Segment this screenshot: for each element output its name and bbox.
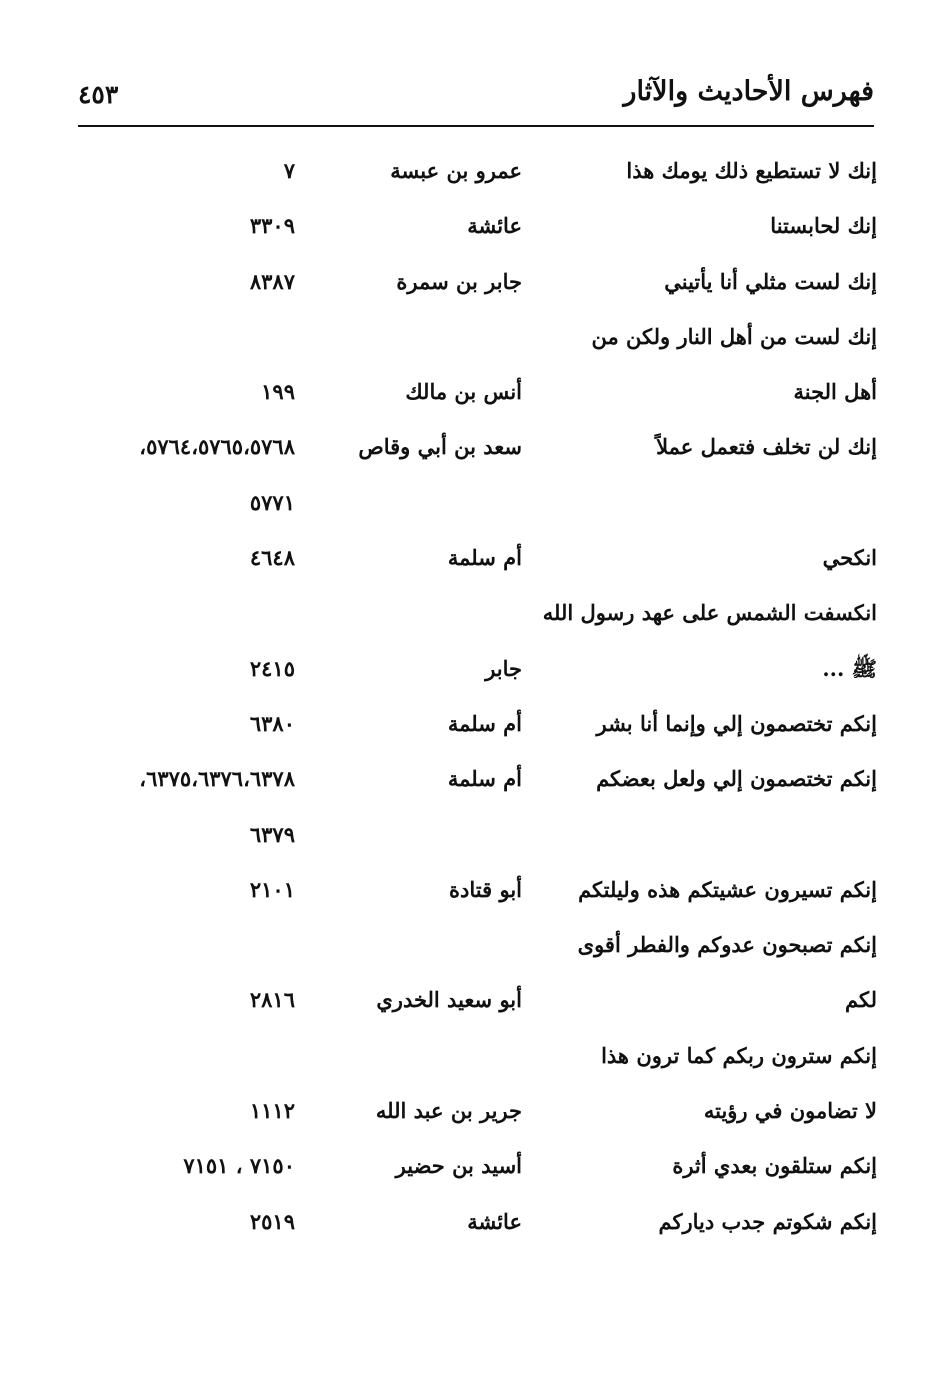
hadith-numbers: ٨٣٨٧ [249, 268, 295, 294]
page-header [78, 70, 874, 128]
index-row [0, 648, 932, 703]
hadith-numbers: ٦٣٧٥،٦٣٧٦،٦٣٧٨، [139, 766, 295, 792]
hadith-text: إنكم تختصمون إلي ولعل بعضكم [596, 766, 877, 792]
narrator-name: أنس بن مالك [405, 379, 522, 405]
hadith-text: أهل الجنة [793, 379, 877, 405]
narrator-name: جرير بن عبد الله [375, 1098, 522, 1124]
hadith-numbers: ٣٣٠٩ [249, 213, 295, 239]
hadith-numbers: ٦٣٧٩ [249, 821, 295, 847]
index-row [0, 205, 932, 260]
index-row [0, 482, 932, 537]
hadith-index-list [0, 150, 932, 1256]
hadith-numbers: ٧١٥٠ ، ٧١٥١ [183, 1153, 295, 1179]
hadith-numbers: ١٩٩ [261, 379, 295, 405]
hadith-numbers: ٥٧٧١ [249, 489, 295, 515]
hadith-text: إنك لا تستطيع ذلك يومك هذا [626, 158, 877, 183]
index-row [0, 150, 932, 205]
narrator-name: أسيد بن حضير [395, 1153, 522, 1179]
hadith-text: إنكم تصبحون عدوكم والفطر أقوى [577, 932, 877, 958]
index-row [0, 537, 932, 592]
page-number: ٤٥٣ [78, 80, 119, 109]
page-title: فهرس الأحاديث والآثار [623, 76, 874, 107]
hadith-numbers: ٦٣٨٠ [249, 710, 295, 736]
narrator-name: أم سلمة [447, 766, 522, 792]
hadith-text: إنكم ستلقون بعدي أثرة [672, 1153, 877, 1179]
index-row [0, 426, 932, 481]
hadith-text: إنكم سترون ربكم كما ترون هذا [601, 1042, 877, 1068]
index-row [0, 814, 932, 869]
hadith-text: إنك لست من أهل النار ولكن من [591, 323, 877, 349]
narrator-name: أبو سعيد الخدري [376, 987, 522, 1013]
hadith-text: انكسفت الشمس على عهد رسول الله [542, 600, 877, 626]
narrator-name: عائشة [467, 213, 522, 239]
narrator-name: أم سلمة [447, 710, 522, 736]
hadith-numbers: ٤٦٤٨ [249, 545, 295, 571]
index-row [0, 758, 932, 813]
hadith-numbers: ٢٨١٦ [249, 987, 295, 1013]
hadith-numbers: ٢٥١٩ [249, 1208, 295, 1234]
hadith-numbers: ٧ [283, 158, 295, 183]
index-row [0, 1145, 932, 1200]
hadith-text: إنكم شكوتم جدب دياركم [658, 1208, 877, 1234]
index-row [0, 261, 932, 316]
narrator-name: سعد بن أبي وقاص [358, 434, 522, 460]
hadith-text: انكحي [822, 545, 877, 571]
hadith-numbers: ٢٤١٥ [249, 655, 295, 681]
index-row [0, 869, 932, 924]
narrator-name: عمرو بن عبسة [390, 158, 522, 183]
index-row [0, 1090, 932, 1145]
index-row [0, 1201, 932, 1256]
hadith-numbers: ١١١٢ [249, 1098, 295, 1124]
index-row [0, 703, 932, 758]
narrator-name: أبو قتادة [449, 876, 522, 902]
hadith-text: إنكم تختصمون إلي وإنما أنا بشر [596, 710, 877, 736]
hadith-numbers: ٢١٠١ [249, 876, 295, 902]
narrator-name: جابر [485, 655, 522, 681]
index-row [0, 371, 932, 426]
hadith-numbers: ٥٧٦٤،٥٧٦٥،٥٧٦٨، [139, 434, 295, 460]
hadith-text: ﷺ ... [822, 655, 877, 681]
hadith-text: إنك لحابستنا [770, 213, 877, 239]
index-row [0, 1035, 932, 1090]
narrator-name: جابر بن سمرة [396, 268, 522, 294]
index-row [0, 924, 932, 979]
index-row [0, 979, 932, 1034]
header-rule [78, 125, 874, 127]
hadith-text: لا تضامون في رؤيته [703, 1098, 877, 1124]
narrator-name: أم سلمة [447, 545, 522, 571]
index-row [0, 316, 932, 371]
hadith-text: إنكم تسيرون عشيتكم هذه وليلتكم [578, 876, 877, 902]
narrator-name: عائشة [467, 1208, 522, 1234]
hadith-text: لكم [845, 987, 877, 1013]
hadith-text: إنك لن تخلف فتعمل عملاً [656, 434, 877, 460]
index-row [0, 592, 932, 647]
hadith-text: إنك لست مثلي أنا يأتيني [664, 268, 877, 294]
